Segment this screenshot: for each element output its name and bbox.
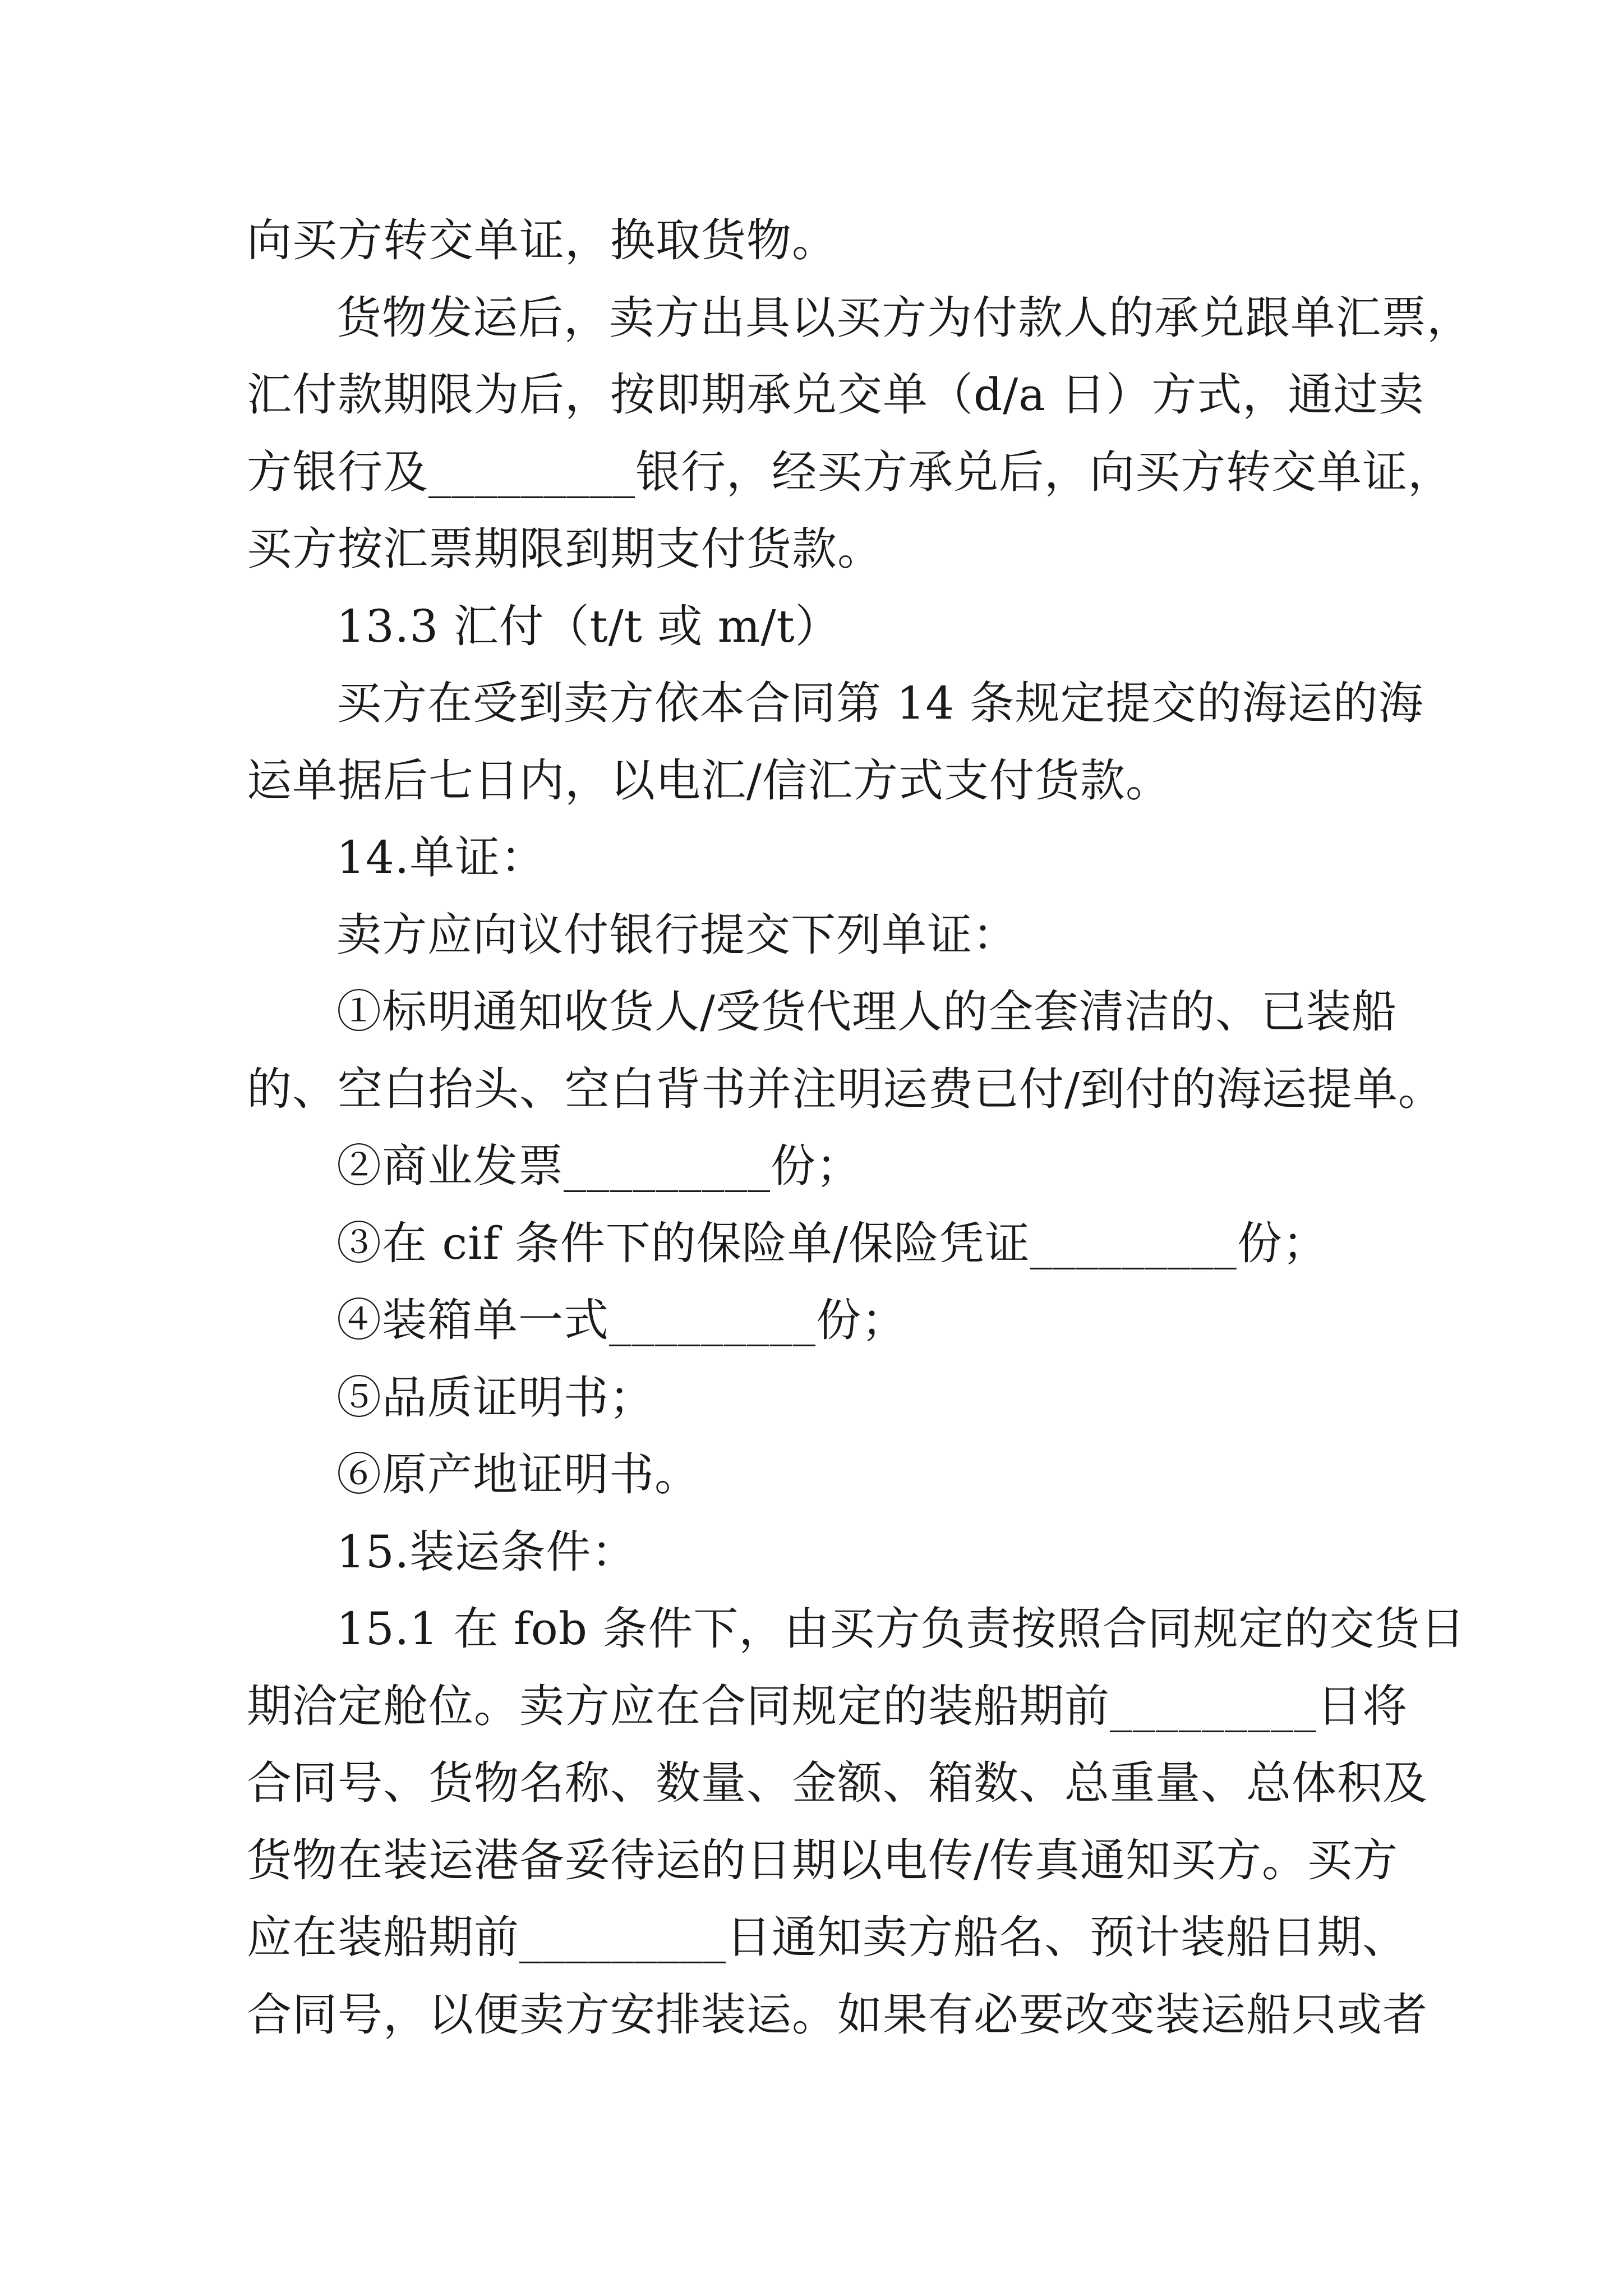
list-item: ⑤品质证明书；: [336, 1371, 654, 1424]
section-heading: 15.装运条件：: [336, 1525, 637, 1578]
text-line: 货物在装运港备妥待运的日期以电传/传真通知买方。买方: [247, 1834, 1398, 1887]
list-item: ④装箱单一式_________份；: [336, 1294, 907, 1346]
paragraph-first-line: 货物发运后，卖方出具以买方为付款人的承兑跟单汇票，: [336, 291, 1472, 344]
list-item: ②商业发票_________份；: [336, 1140, 861, 1192]
section-heading: 14.单证：: [336, 831, 546, 884]
text-line: 运单据后七日内，以电汇/信汇方式支付货款。: [247, 754, 1171, 807]
list-item: ⑥原产地证明书。: [336, 1448, 700, 1501]
paragraph-first-line: 卖方应向议付银行提交下列单证：: [336, 908, 1018, 961]
paragraph-first-line: 15.1 在 fob 条件下，由买方负责按照合同规定的交货日: [336, 1603, 1466, 1655]
list-item: ①标明通知收货人/受货代理人的全套清洁的、已装船: [336, 986, 1397, 1038]
text-line: 汇付款期限为后，按即期承兑交单（d/a 日）方式，通过卖: [247, 369, 1424, 421]
paragraph-first-line: 买方在受到卖方依本合同第 14 条规定提交的海运的海: [336, 677, 1424, 729]
text-line: 合同号、货物名称、数量、金额、箱数、总重量、总体积及: [247, 1757, 1428, 1809]
list-item: ③在 cif 条件下的保险单/保险凭证_________份；: [336, 1217, 1328, 1269]
text-line: 方银行及_________银行，经买方承兑后，向买方转交单证，: [247, 445, 1453, 498]
text-line: 买方按汇票期限到期支付货款。: [247, 523, 883, 575]
text-line: 的、空白抬头、空白背书并注明运费已付/到付的海运提单。: [247, 1062, 1444, 1115]
document-body: [247, 202, 1472, 2053]
text-line: 向买方转交单证，换取货物。: [247, 214, 837, 266]
section-heading: 13.3 汇付（t/t 或 m/t）: [336, 600, 841, 652]
text-line: 期洽定舱位。卖方应在合同规定的装船期前_________日将: [247, 1680, 1408, 1732]
text-line: 应在装船期前_________日通知卖方船名、预计装船日期、: [247, 1911, 1408, 1963]
text-line: 合同号，以便卖方安排装运。如果有必要改变装运船只或者: [247, 1988, 1428, 2041]
